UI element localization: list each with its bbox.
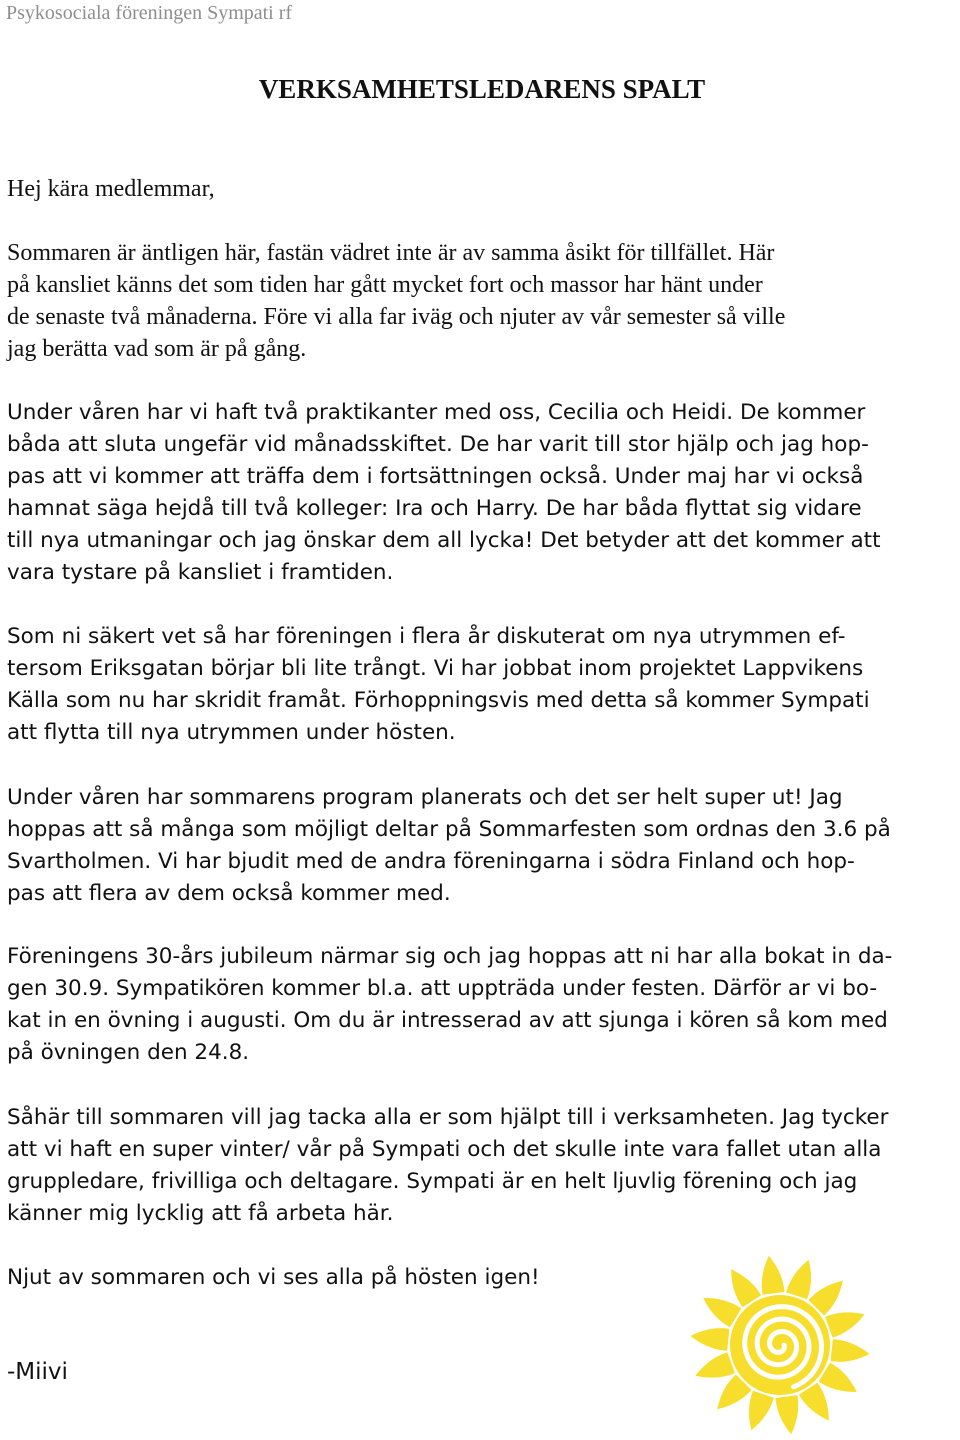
paragraph-line: hoppas att så många som möjligt deltar på Sommarfesten som ordnas den 3.6 på	[7, 817, 891, 842]
paragraph-line: båda att sluta ungefär vid månadsskiftet. De har varit till stor hjälp och jag hop-	[7, 432, 869, 457]
sun-ray	[690, 1328, 729, 1351]
paragraph-line: Föreningens 30-års jubileum närmar sig och jag hoppas att ni har alla bokat in da-	[7, 944, 893, 969]
paragraph-line: på övningen den 24.8.	[7, 1040, 250, 1065]
paragraph-line: de senaste två månaderna. Före vi alla far iväg och njuter av vår semester så ville	[7, 304, 786, 330]
paragraph-5	[7, 941, 953, 1069]
paragraph-line: Svartholmen. Vi har bjudit med de andra föreningarna i södra Finland och hop-	[7, 849, 855, 874]
sun-ray	[786, 1260, 811, 1300]
paragraph-line: på kansliet känns det som tiden har gått mycket fort och massor har hänt under	[7, 272, 763, 298]
sun-illustration	[685, 1250, 875, 1435]
paragraph-1	[7, 237, 953, 365]
paragraph-line: Under våren har vi haft två praktikanter med oss, Cecilia och Heidi. De kommer	[7, 400, 866, 425]
organization-header: Psykosociala föreningen Sympati rf	[6, 2, 293, 24]
paragraph-line: att vi haft en super vinter/ vår på Sympati och det skulle inte vara fallet utan alla	[7, 1137, 882, 1162]
paragraph-line: Sommaren är äntligen här, fastän vädret inte är av samma åsikt för tillfället. Här	[7, 240, 775, 266]
sun-ray	[776, 1395, 799, 1434]
paragraph-line: kat in en övning i augusti. Om du är intresserad av att sjunga i kören så kom med	[7, 1008, 888, 1033]
paragraph-4	[7, 782, 953, 910]
greeting-line: Hej kära medlemmar,	[7, 176, 215, 202]
sun-ray	[825, 1312, 864, 1337]
paragraph-line: till nya utmaningar och jag önskar dem all lycka! Det betyder att det kommer att	[7, 528, 881, 553]
paragraph-line: Som ni säkert vet så har föreningen i flera år diskuterat om nya utrymmen ef-	[7, 624, 846, 649]
paragraph-6	[7, 1102, 953, 1230]
sun-ray	[749, 1391, 774, 1431]
paragraph-3	[7, 621, 953, 749]
paragraph-line: Såhär till sommaren vill jag tacka alla er som hjälpt till i verksamheten. Jag tycker	[7, 1105, 889, 1130]
paragraph-line: att flytta till nya utrymmen under hösten.	[7, 720, 456, 745]
paragraph-2	[7, 397, 953, 589]
column-title: VERKSAMHETSLEDARENS SPALT	[258, 74, 706, 104]
paragraph-line: vara tystare på kansliet i framtiden.	[7, 560, 394, 585]
paragraph-line: jag berätta vad som är på gång.	[7, 336, 307, 362]
paragraph-line: känner mig lycklig att få arbeta här.	[7, 1201, 394, 1226]
sun-ray	[695, 1352, 734, 1377]
paragraph-line: gen 30.9. Sympatikören kommer bl.a. att uppträda under festen. Därför ar vi bo-	[7, 976, 878, 1001]
paragraph-line: tersom Eriksgatan börjar bli lite trångt. Vi har jobbat inom projektet Lappvikens	[7, 656, 864, 681]
paragraph-line: pas att flera av dem också kommer med.	[7, 881, 451, 906]
sun-ray	[831, 1339, 870, 1362]
paragraph-line: pas att vi kommer att träffa dem i fortsättningen också. Under maj har vi också	[7, 464, 864, 489]
signature: -Miivi	[7, 1359, 68, 1385]
greeting	[7, 173, 953, 205]
sun-spiral-icon	[685, 1250, 875, 1435]
sun-ray	[762, 1256, 785, 1295]
paragraph-line: Under våren har sommarens program planerats och det ser helt super ut! Jag	[7, 785, 843, 810]
paragraph-line: gruppledare, frivilliga och deltagare. Sympati är en helt ljuvlig förening och jag	[7, 1169, 858, 1194]
paragraph-line: Njut av sommaren och vi ses alla på hösten igen!	[7, 1265, 540, 1290]
paragraph-line: Källa som nu har skridit framåt. Förhoppningsvis med detta så kommer Sympati	[7, 688, 870, 713]
paragraph-line: hamnat säga hejdå till två kolleger: Ira och Harry. De har båda flyttat sig vidare	[7, 496, 862, 521]
